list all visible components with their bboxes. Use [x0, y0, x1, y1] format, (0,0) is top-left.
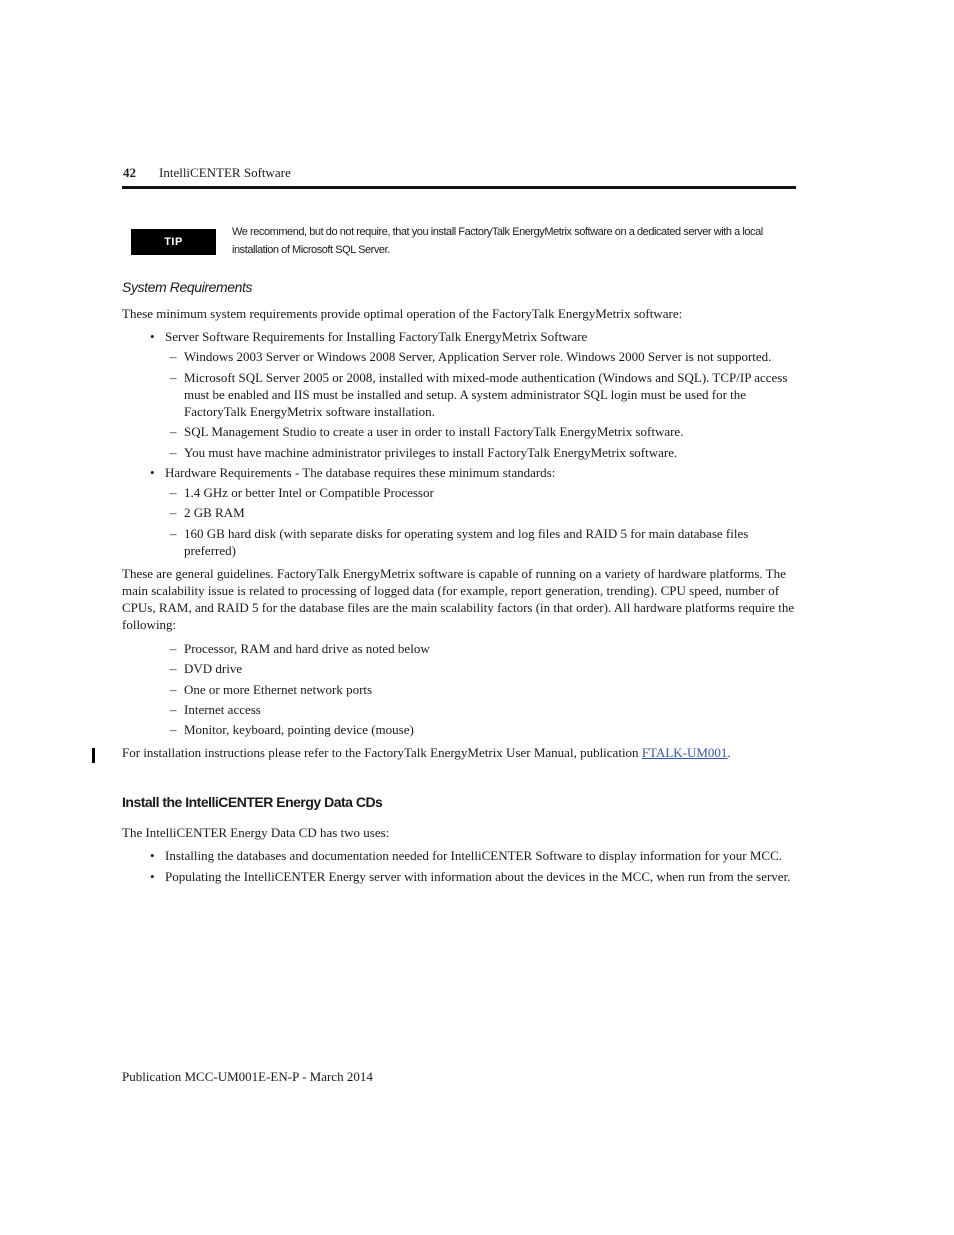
bullet-icon: • [150, 465, 155, 480]
platform-item: Processor, RAM and hard drive as noted below [184, 641, 430, 656]
platform-item: Internet access [184, 702, 261, 717]
tip-text: We recommend, but do not require, that you install FactoryTalk EnergyMetrix software on a dedicated server with a local installation of Microsoft SQL Server. [232, 226, 763, 256]
dash-icon: – [170, 349, 177, 364]
dash-icon: – [170, 505, 177, 520]
hardware-requirement-item: 2 GB RAM [184, 505, 245, 520]
install-note [122, 744, 798, 761]
bullet-icon: • [150, 848, 155, 863]
dash-icon: – [170, 702, 177, 717]
dash-icon: – [170, 722, 177, 737]
server-requirement-item: SQL Management Studio to create a user in order to install FactoryTalk EnergyMetrix software. [184, 424, 684, 439]
install-use-item: Installing the databases and documentation needed for IntelliCENTER Software to display information for your MCC. [165, 848, 782, 863]
change-bar [92, 748, 95, 763]
platform-item: Monitor, keyboard, pointing device (mouse) [184, 722, 414, 737]
system-requirements-heading: System Requirements [122, 279, 253, 295]
server-requirement-item: Windows 2003 Server or Windows 2008 Server, Application Server role. Windows 2000 Server is not supported. [184, 349, 772, 364]
install-note-suffix: . [727, 745, 731, 760]
server-requirement-item: You must have machine administrator privileges to install FactoryTalk EnergyMetrix software. [184, 445, 678, 460]
hardware-requirements-bullet: Hardware Requirements - The database requires these minimum standards: [165, 465, 556, 480]
publication-footer: Publication MCC-UM001E-EN-P - March 2014 [122, 1069, 373, 1084]
page-number: 42 [123, 165, 136, 180]
platform-item: DVD drive [184, 661, 243, 676]
dash-icon: – [170, 661, 177, 676]
dash-icon: – [170, 370, 177, 385]
dash-icon: – [170, 682, 177, 697]
hardware-requirement-item: 1.4 GHz or better Intel or Compatible Processor [184, 485, 434, 500]
install-cds-heading: Install the IntelliCENTER Energy Data CDs [122, 794, 383, 810]
platform-item: One or more Ethernet network ports [184, 682, 373, 697]
ftalk-um001-link[interactable]: FTALK-UM001 [641, 745, 728, 760]
dash-icon: – [170, 485, 177, 500]
install-note-prefix: For installation instructions please refer to the FactoryTalk EnergyMetrix User Manual, publication [122, 745, 642, 760]
guidelines-paragraph: These are general guidelines. FactoryTalk EnergyMetrix software is capable of running on a variety of hardware platforms. The main scalability issue is related to processing of logged data (for example, report generation, trending). CPU speed, number of CPUs, RAM, and RAID 5 for the database files are the main scalability factors (in that order). All hardware platforms require the following: [122, 566, 795, 632]
server-requirement-item: Microsoft SQL Server 2005 or 2008, installed with mixed-mode authentication (Windows and SQL). TCP/IP access must be enabled and IIS must be installed and setup. A system administrator SQL login must be used for the FactoryTalk EnergyMetrix software installation. [184, 370, 788, 419]
header-rule [122, 186, 796, 189]
dash-icon: – [170, 424, 177, 439]
tip-badge: TIP [131, 229, 216, 255]
dash-icon: – [170, 445, 177, 460]
running-header-title: IntelliCENTER Software [159, 165, 291, 180]
system-requirements-intro: These minimum system requirements provide optimal operation of the FactoryTalk EnergyMetrix software: [122, 306, 683, 321]
install-use-item: Populating the IntelliCENTER Energy server with information about the devices in the MCC, when run from the server. [165, 869, 791, 884]
install-cds-intro: The IntelliCENTER Energy Data CD has two uses: [122, 825, 390, 840]
bullet-icon: • [150, 869, 155, 884]
dash-icon: – [170, 641, 177, 656]
bullet-icon: • [150, 329, 155, 344]
server-requirements-bullet: Server Software Requirements for Installing FactoryTalk EnergyMetrix Software [165, 329, 588, 344]
dash-icon: – [170, 526, 177, 541]
hardware-requirement-item: 160 GB hard disk (with separate disks for operating system and log files and RAID 5 for main database files preferred) [184, 526, 749, 558]
